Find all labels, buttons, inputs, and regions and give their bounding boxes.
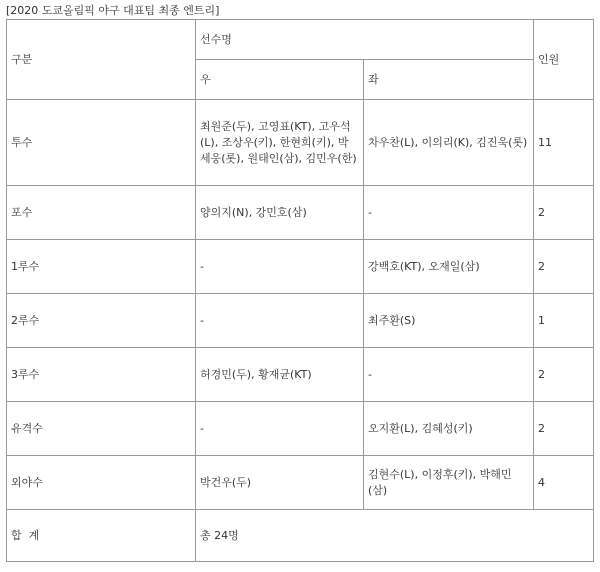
right-players-cell: 허경민(두), 황재균(KT): [196, 348, 364, 402]
left-players-cell: 최주환(S): [364, 294, 534, 348]
count-cell: 11: [534, 100, 594, 186]
table-row: [7, 186, 594, 240]
count-cell: 1: [534, 294, 594, 348]
header-category: 구분: [7, 20, 196, 100]
left-players-cell: 차우찬(L), 이의리(K), 김진욱(롯): [364, 100, 534, 186]
position-cell: 투수: [7, 100, 196, 186]
right-players-cell: 최원준(두), 고영표(KT), 고우석(L), 조상우(키), 한현희(키), 박세웅(롯), 원태인(삼), 김민우(한): [196, 100, 364, 186]
count-cell: 4: [534, 456, 594, 510]
position-cell: 유격수: [7, 402, 196, 456]
right-players-cell: -: [196, 294, 364, 348]
left-players-cell: -: [364, 186, 534, 240]
header-left-handed: 좌: [364, 60, 534, 100]
roster-table: [6, 19, 594, 562]
count-cell: 2: [534, 348, 594, 402]
table-row: [7, 456, 594, 510]
position-cell: 1루수: [7, 240, 196, 294]
header-players: 선수명: [196, 20, 534, 60]
right-players-cell: -: [196, 240, 364, 294]
right-players-cell: 양의지(N), 강민호(삼): [196, 186, 364, 240]
left-players-cell: 김현수(L), 이정후(키), 박해민(삼): [364, 456, 534, 510]
position-cell: 포수: [7, 186, 196, 240]
header-right-handed: 우: [196, 60, 364, 100]
left-players-cell: 오지환(L), 김혜성(키): [364, 402, 534, 456]
table-row: [7, 402, 594, 456]
right-players-cell: -: [196, 402, 364, 456]
total-label: 합 계: [7, 510, 196, 562]
position-cell: 3루수: [7, 348, 196, 402]
table-caption: [2020 도쿄올림픽 야구 대표팀 최종 엔트리]: [6, 4, 220, 17]
left-players-cell: -: [364, 348, 534, 402]
position-cell: 2루수: [7, 294, 196, 348]
total-row: [7, 510, 594, 562]
position-cell: 외야수: [7, 456, 196, 510]
count-cell: 2: [534, 186, 594, 240]
count-cell: 2: [534, 402, 594, 456]
table-row: [7, 294, 594, 348]
table-row: [7, 240, 594, 294]
table-row: [7, 348, 594, 402]
header-row: [7, 20, 594, 60]
left-players-cell: 강백호(KT), 오재일(삼): [364, 240, 534, 294]
count-cell: 2: [534, 240, 594, 294]
total-value: 총 24명: [196, 510, 594, 562]
table-row: [7, 100, 594, 186]
right-players-cell: 박건우(두): [196, 456, 364, 510]
header-count: 인원: [534, 20, 594, 100]
